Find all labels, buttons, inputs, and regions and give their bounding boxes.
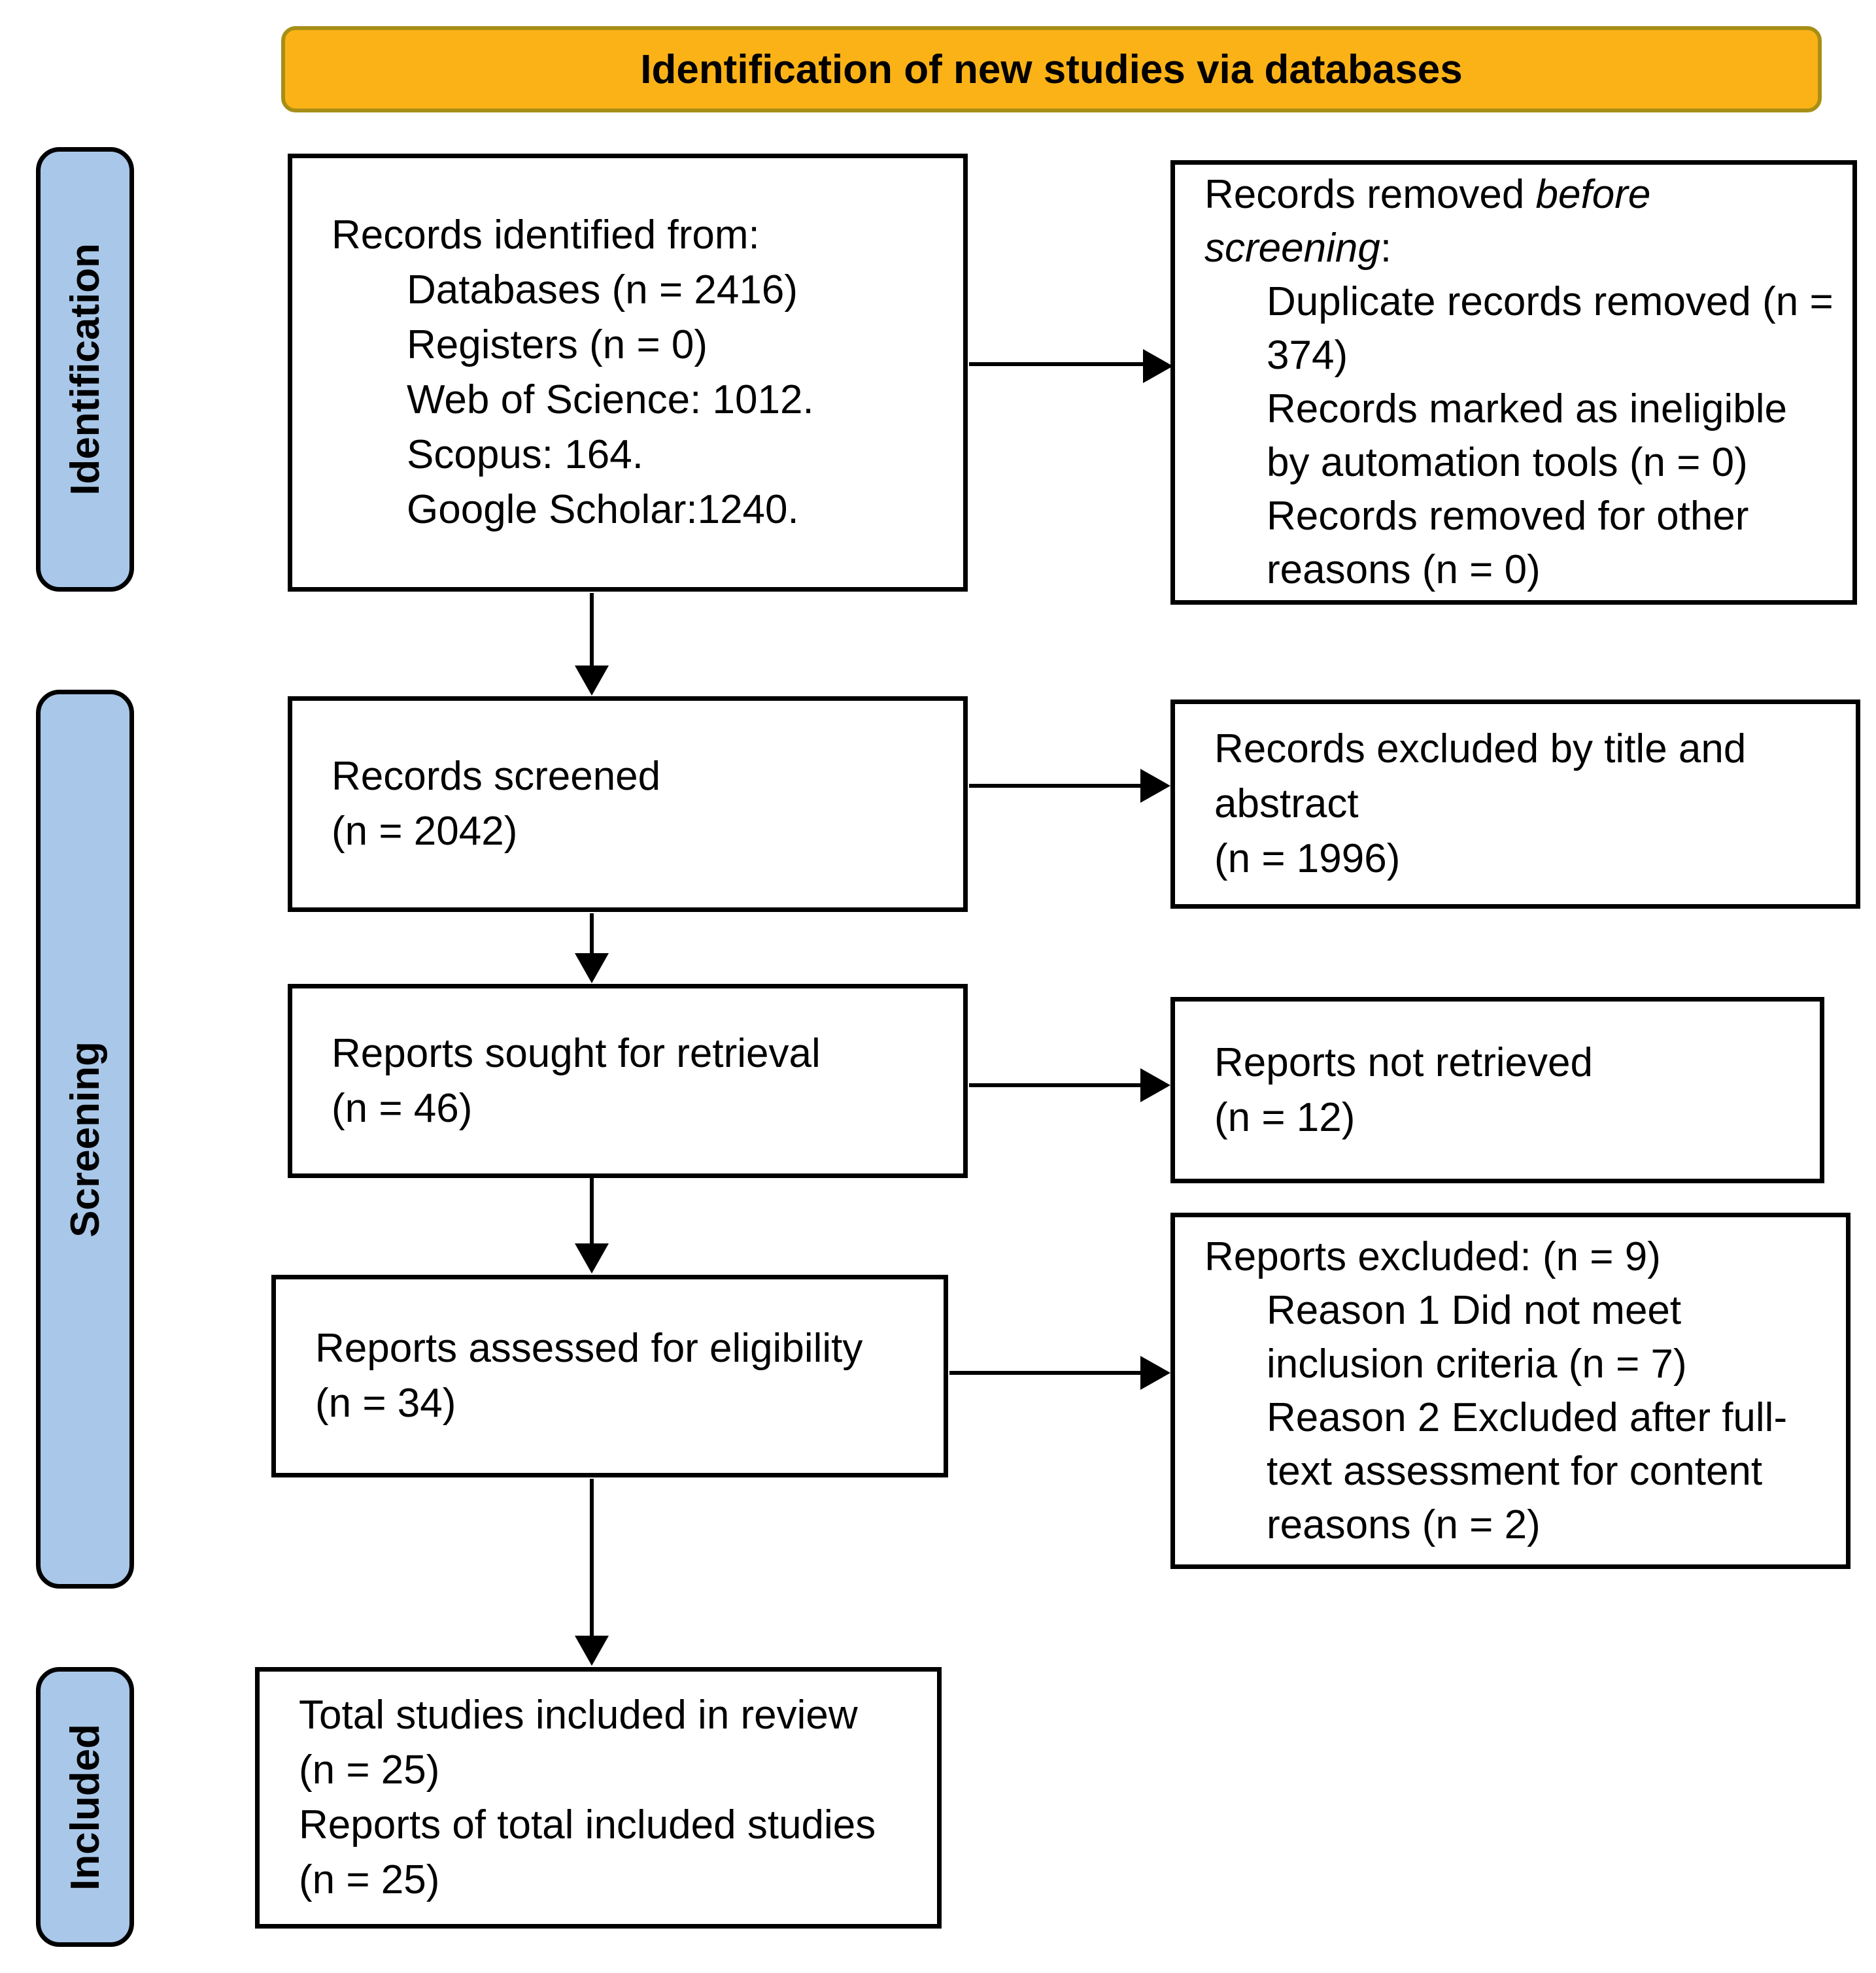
arrowhead-identified-to-removed [1143,349,1173,383]
heading-italic: before screening [1204,172,1651,271]
box-line: (n = 46) [332,1085,473,1131]
arrow-line-sought-to-assessed [590,1178,594,1243]
box-included-total [255,1667,942,1929]
list-item: Registers (n = 0) [407,322,708,367]
box-records-identified-heading: Records identified from: [332,212,760,258]
box-reports-sought [288,984,968,1178]
heading-suffix: : [1380,226,1392,271]
heading-prefix: Records removed [1204,172,1536,217]
list-item: Reason 2 Excluded after full-text assessment for content reasons (n = 2) [1267,1394,1788,1547]
banner-title-text: Identification of new studies via databases [640,46,1463,92]
box-records-screened [288,696,968,912]
arrowhead-assessed-to-excluded [1140,1356,1170,1390]
box-line: (n = 25) [299,1747,440,1793]
list-item: Duplicate records removed (n = 374) [1267,279,1833,378]
box-line: (n = 2042) [332,809,518,854]
arrowhead-assessed-to-included [575,1636,609,1666]
arrowhead-sought-to-not-retrieved [1140,1068,1170,1102]
box-line: Records screened [332,754,661,799]
arrow-line-sought-to-not-retrieved [969,1083,1140,1087]
box-records-removed [1170,160,1857,605]
box-line: Reports assessed for eligibility [315,1326,863,1371]
stage-label-screening [36,690,134,1589]
arrowhead-screened-to-sought [575,953,609,983]
box-line: (n = 1996) [1214,836,1401,881]
arrow-line-assessed-to-excluded [949,1371,1140,1375]
box-records-identified [288,154,968,592]
arrow-line-screened-to-excluded [969,784,1140,788]
stage-label-screening-text: Screening [62,1041,108,1238]
arrow-line-screened-to-sought [590,913,594,953]
list-item: Records removed for other reasons (n = 0) [1267,494,1749,592]
box-reports-excluded [1170,1213,1850,1569]
arrowhead-screened-to-excluded [1140,769,1170,803]
arrow-line-identified-to-screened [590,593,594,666]
arrow-line-identified-to-removed [969,362,1143,366]
box-line: Records excluded by title and abstract [1214,726,1747,826]
list-item: Databases (n = 2416) [407,267,798,312]
list-item: Google Scholar:1240. [407,487,799,532]
banner-title [281,26,1822,112]
box-line: (n = 34) [315,1381,456,1426]
stage-label-identification [36,147,134,592]
list-item: Scopus: 164. [407,432,643,477]
arrow-line-assessed-to-included [590,1479,594,1636]
box-line: Reports of total included studies [299,1802,876,1847]
box-line: (n = 25) [299,1857,440,1902]
stage-label-included [36,1667,134,1947]
box-reports-excluded-heading: Reports excluded: (n = 9) [1204,1234,1661,1279]
box-line: Total studies included in review [299,1693,858,1738]
list-item: Records marked as ineligible by automation tools (n = 0) [1267,386,1788,485]
list-item: Reason 1 Did not meet inclusion criteria (n = 7) [1267,1287,1687,1387]
arrowhead-identified-to-screened [575,666,609,696]
stage-label-included-text: Included [62,1723,108,1891]
box-records-removed-heading [1204,168,1793,275]
box-line: Reports sought for retrieval [332,1030,821,1076]
arrowhead-sought-to-assessed [575,1243,609,1273]
list-item: Web of Science: 1012. [407,377,814,422]
box-line: Reports not retrieved [1214,1039,1593,1085]
box-line: (n = 12) [1214,1094,1356,1140]
box-reports-assessed [271,1275,948,1477]
box-reports-not-retrieved [1170,997,1824,1183]
stage-label-identification-text: Identification [62,243,108,496]
box-records-excluded [1170,700,1860,909]
